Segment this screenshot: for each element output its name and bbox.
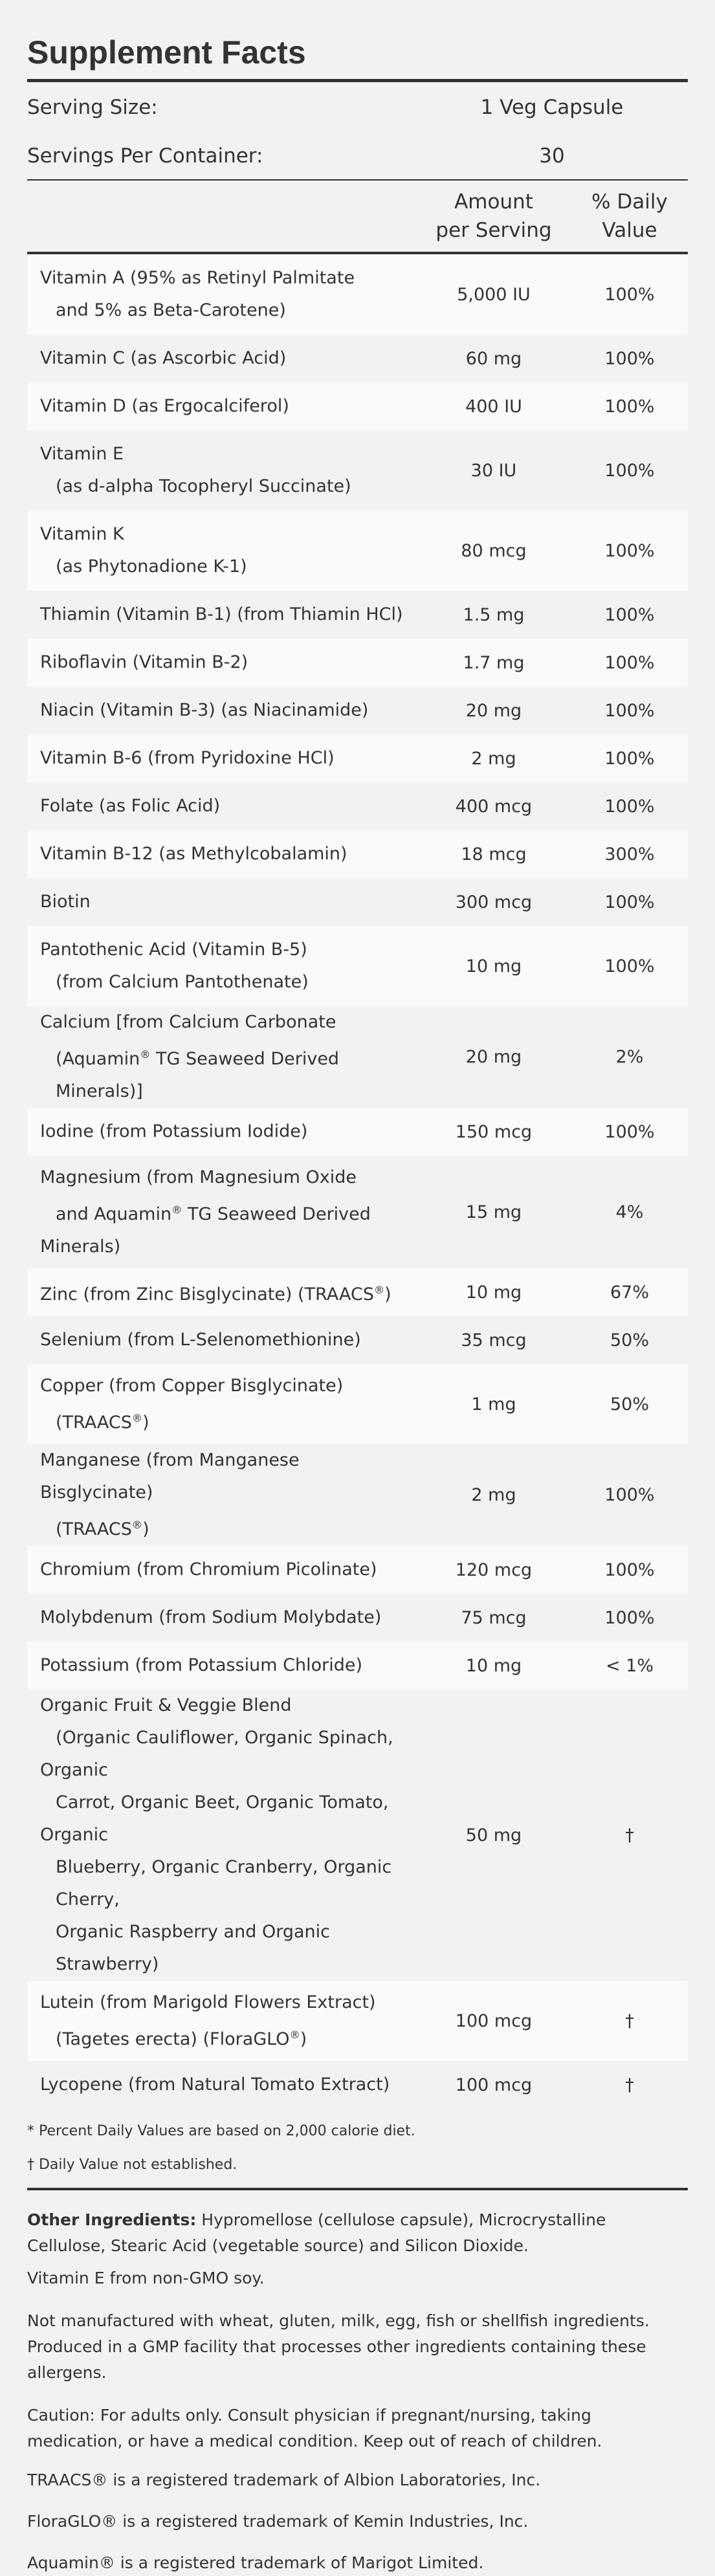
nutrient-row	[27, 926, 688, 1006]
nutrient-name-line: (Aquamin® TG Seaweed Derived Minerals)]	[56, 1048, 340, 1101]
nutrient-name	[27, 599, 416, 631]
nutrient-amount: 35 mcg	[461, 1330, 527, 1350]
nutrient-name	[27, 342, 416, 375]
nutrient-name-line: and Aquamin® TG Seaweed Derived	[56, 1203, 371, 1224]
nutrient-row	[27, 382, 688, 430]
nutrient-row	[27, 1364, 688, 1444]
nutrient-name-line: Vitamin E	[40, 444, 124, 464]
nutrient-name	[27, 1161, 416, 1263]
nutrient-name-line: Chromium (from Chromium Picolinate)	[40, 1559, 377, 1580]
nutrient-name-line: Organic Fruit & Veggie Blend	[40, 1695, 292, 1715]
nutrient-name	[27, 1116, 416, 1148]
nutrient-name	[27, 518, 416, 583]
nutrient-amount: 120 mcg	[455, 1559, 533, 1580]
nutrient-daily-value: 100%	[604, 1607, 655, 1628]
nutrient-name-line: Calcium [from Calcium Carbonate	[40, 1012, 336, 1032]
nutrient-name	[27, 1274, 416, 1311]
servings-per-container-row	[27, 133, 688, 179]
column-headers	[27, 181, 688, 252]
servings-per-container-label: Servings Per Container:	[27, 144, 263, 168]
nutrient-amount: 80 mcg	[461, 540, 527, 561]
nutrient-amount: 50 mg	[465, 1825, 522, 1845]
nutrient-name-line: Thiamin (Vitamin B-1) (from Thiamin HCl)	[40, 604, 403, 624]
nutrient-name	[27, 934, 416, 998]
nutrient-amount: 2 mg	[471, 748, 516, 769]
nutrient-daily-value: 4%	[615, 1202, 644, 1222]
serving-size-label: Serving Size:	[27, 96, 158, 119]
nutrient-daily-value: †	[625, 1825, 634, 1845]
nutrient-row	[27, 254, 688, 335]
nutrient-amount: 75 mcg	[461, 1607, 527, 1628]
vitamin-e-note: Vitamin E from non-GMO soy.	[27, 2269, 265, 2287]
amount-header-line1: Amount	[454, 190, 533, 214]
amount-column-header	[416, 188, 571, 245]
nutrient-name	[27, 886, 416, 918]
nutrient-name-line: Lycopene (from Natural Tomato Extract)	[40, 2075, 390, 2095]
nutrient-daily-value: 50%	[610, 1330, 649, 1350]
nutrient-name-line: Lutein (from Marigold Flowers Extract)	[40, 1992, 376, 2012]
nutrient-name-line: Vitamin A (95% as Retinyl Palmitate	[40, 268, 355, 288]
amount-header-line2: per Serving	[435, 219, 552, 242]
nutrient-name	[27, 1370, 416, 1439]
nutrient-daily-value: †	[625, 2075, 634, 2095]
nutrient-name	[27, 790, 416, 822]
other-ingredients	[27, 2207, 688, 2259]
nutrient-amount: 1 mg	[471, 1394, 516, 1415]
nutrient-name-line: Magnesium (from Magnesium Oxide	[40, 1167, 357, 1187]
nutrient-daily-value: †	[625, 2010, 634, 2031]
nutrient-daily-value: 2%	[615, 1047, 644, 1067]
nutrient-name-line: Riboflavin (Vitamin B-2)	[40, 652, 248, 672]
other-ingredients-section	[27, 2207, 688, 2576]
nutrient-row	[27, 1006, 688, 1108]
nutrient-daily-value: 100%	[604, 284, 655, 305]
nutrient-amount: 400 mcg	[455, 796, 533, 817]
nutrient-name-line: Vitamin C (as Ascorbic Acid)	[40, 348, 287, 368]
nutrient-name	[27, 1444, 416, 1546]
nutrient-name-line: Manganese (from Manganese Bisglycinate)	[40, 1450, 300, 1503]
nutrient-row	[27, 639, 688, 687]
nutrient-name-line: Blueberry, Organic Cranberry, Organic Cherry,	[56, 1857, 392, 1910]
footnote-divider	[27, 2188, 688, 2190]
nutrient-name	[27, 1690, 416, 1981]
servings-per-container-value: 30	[539, 144, 565, 168]
nutrient-row	[27, 335, 688, 382]
nutrient-row	[27, 782, 688, 830]
nutrient-amount: 15 mg	[465, 1202, 522, 1222]
nutrient-amount: 150 mcg	[455, 1121, 533, 1142]
nutrient-name	[27, 838, 416, 870]
nutrient-name-line: Copper (from Copper Bisglycinate)	[40, 1375, 344, 1396]
caution-note: Caution: For adults only. Consult physician if pregnant/nursing, taking medication, or have a medical condition. Keep out of reach of children.	[27, 2406, 602, 2450]
nutrient-daily-value: 100%	[604, 748, 655, 769]
nutrient-name	[27, 438, 416, 503]
nutrient-name-line: Vitamin K	[40, 524, 124, 544]
nutrient-daily-value: 300%	[604, 844, 655, 864]
aquamin-trademark-note: Aquamin® is a registered trademark of Marigot Limited.	[27, 2553, 484, 2572]
nutrient-row	[27, 1156, 688, 1268]
nutrient-name-line: Organic Raspberry and Organic Strawberry)	[56, 1922, 330, 1974]
nutrient-name	[27, 1554, 416, 1586]
nutrient-name-line: Minerals)	[40, 1236, 121, 1257]
nutrient-daily-value: 100%	[604, 796, 655, 817]
nutrient-row	[27, 511, 688, 591]
nutrient-name-line: Potassium (from Potassium Chloride)	[40, 1655, 363, 1675]
nutrient-name	[27, 694, 416, 727]
dv-header-line1: % Daily	[591, 190, 668, 214]
nutrient-name	[27, 1602, 416, 1634]
nutrient-amount: 300 mcg	[455, 892, 533, 912]
nutrient-amount: 10 mg	[465, 956, 522, 976]
nutrient-name-line: Vitamin D (as Ergocalciferol)	[40, 396, 289, 416]
nutrient-daily-value: 100%	[604, 348, 655, 369]
nutrient-name	[27, 390, 416, 423]
nutrient-name	[27, 262, 416, 327]
nutrient-row	[27, 591, 688, 639]
nutrient-daily-value: 100%	[604, 1485, 655, 1505]
nutrient-amount: 100 mcg	[455, 2075, 533, 2095]
nutrient-row	[27, 1642, 688, 1690]
nutrient-daily-value: 100%	[604, 652, 655, 673]
nutrient-name-line: Folate (as Folic Acid)	[40, 796, 221, 816]
nutrient-name	[27, 2069, 416, 2101]
nutrient-amount: 10 mg	[465, 1282, 522, 1303]
nutrient-row	[27, 1108, 688, 1156]
nutrient-amount: 20 mg	[465, 700, 522, 721]
nutrient-row	[27, 1546, 688, 1594]
nutrient-amount: 1.7 mg	[463, 652, 525, 673]
nutrient-name-line: (Tagetes erecta) (FloraGLO®)	[56, 2028, 307, 2049]
nutrient-daily-value: 100%	[604, 604, 655, 625]
nutrient-name-line: Organic	[40, 1825, 109, 1845]
other-ingredients-label: Other Ingredients:	[27, 2210, 197, 2229]
nutrient-row	[27, 687, 688, 734]
nutrient-row	[27, 1594, 688, 1642]
nutrient-row	[27, 1316, 688, 1364]
nutrient-row	[27, 878, 688, 926]
nutrient-daily-value: < 1%	[605, 1655, 654, 1676]
serving-size-row	[27, 82, 688, 133]
page-title: Supplement Facts	[27, 34, 306, 71]
nutrient-row	[27, 430, 688, 511]
nutrient-name	[27, 1649, 416, 1682]
nutrient-row	[27, 1268, 688, 1316]
nutrient-name-line: Biotin	[40, 892, 91, 912]
nutrient-daily-value: 100%	[604, 1559, 655, 1580]
nutrient-amount: 5,000 IU	[457, 284, 531, 305]
nutrient-name-line: Organic	[40, 1760, 109, 1780]
nutrient-name-line: (TRAACS®)	[56, 1519, 149, 1539]
nutrient-row	[27, 830, 688, 878]
supplement-facts-panel	[27, 0, 688, 2576]
nutrient-name	[27, 1987, 416, 2056]
nutrient-name-line: (TRAACS®)	[56, 1411, 149, 1433]
nutrient-name-line: Molybdenum (from Sodium Molybdate)	[40, 1607, 382, 1627]
nutrient-amount: 2 mg	[471, 1485, 516, 1505]
nutrient-daily-value: 100%	[604, 396, 655, 417]
nutrient-daily-value: 100%	[604, 956, 655, 976]
nutrient-amount: 1.5 mg	[463, 604, 525, 625]
nutrient-row	[27, 2061, 688, 2109]
nutrient-daily-value: 100%	[604, 1121, 655, 1142]
nutrient-daily-value: 100%	[604, 700, 655, 721]
nutrient-name	[27, 742, 416, 775]
nutrient-name-line: Vitamin B-6 (from Pyridoxine HCl)	[40, 748, 335, 768]
floraglo-trademark-note: FloraGLO® is a registered trademark of Kemin Industries, Inc.	[27, 2512, 529, 2531]
nutrient-row	[27, 734, 688, 782]
nutrient-amount: 20 mg	[465, 1047, 522, 1067]
nutrient-amount: 400 IU	[465, 396, 522, 417]
allergen-note: Not manufactured with wheat, gluten, milk, egg, fish or shellfish ingredients. Produced in a GMP facility that processes other ingredients containing these allergens.	[27, 2311, 650, 2382]
other-ingredients-text: Hypromellose (cellulose capsule), Microcrystalline Cellulose, Stearic Acid (vegetable source) and Silicon Dioxide.	[27, 2210, 606, 2255]
nutrient-table	[27, 254, 688, 2109]
nutrient-name-line: (as d-alpha Tocopheryl Succinate)	[56, 476, 351, 496]
nutrient-amount: 60 mg	[465, 348, 522, 369]
serving-size-value: 1 Veg Capsule	[480, 96, 624, 119]
nutrient-name-line: Niacin (Vitamin B-3) (as Niacinamide)	[40, 700, 369, 720]
nutrient-name-line: and 5% as Beta-Carotene)	[56, 300, 286, 320]
nutrient-name-line: Selenium (from L-Selenomethionine)	[40, 1330, 361, 1350]
nutrient-name-line: (from Calcium Pantothenate)	[56, 972, 309, 992]
footnote-dagger: † Daily Value not established.	[27, 2157, 237, 2173]
nutrient-name	[27, 646, 416, 679]
nutrient-name-line: (as Phytonadione K-1)	[56, 556, 247, 577]
nutrient-name-line: Vitamin B-12 (as Methylcobalamin)	[40, 844, 347, 864]
nutrient-daily-value: 100%	[604, 540, 655, 561]
dv-header-line2: Value	[602, 219, 657, 242]
footnotes	[27, 2122, 688, 2175]
traacs-trademark-note: TRAACS® is a registered trademark of Albion Laboratories, Inc.	[27, 2471, 541, 2489]
nutrient-amount: 18 mcg	[461, 844, 527, 864]
nutrient-name-line: Zinc (from Zinc Bisglycinate) (TRAACS®)	[40, 1283, 391, 1305]
nutrient-name-line: Iodine (from Potassium Iodide)	[40, 1121, 308, 1141]
nutrient-daily-value: 100%	[604, 892, 655, 912]
daily-value-column-header	[571, 188, 688, 245]
nutrient-name-line: Pantothenic Acid (Vitamin B-5)	[40, 940, 307, 960]
nutrient-amount: 10 mg	[465, 1655, 522, 1676]
nutrient-row	[27, 1690, 688, 1981]
nutrient-daily-value: 100%	[604, 460, 655, 481]
nutrient-daily-value: 50%	[610, 1394, 649, 1415]
nutrient-row	[27, 1444, 688, 1546]
nutrient-row	[27, 1981, 688, 2061]
nutrient-daily-value: 67%	[610, 1282, 649, 1303]
nutrient-name	[27, 1006, 416, 1108]
footnote-percent: * Percent Daily Values are based on 2,000 calorie diet.	[27, 2123, 415, 2139]
nutrient-amount: 30 IU	[470, 460, 517, 481]
nutrient-name-line: Carrot, Organic Beet, Organic Tomato,	[56, 1792, 389, 1812]
nutrient-amount: 100 mcg	[455, 2010, 533, 2031]
nutrient-name-line: (Organic Cauliflower, Organic Spinach,	[56, 1728, 393, 1748]
nutrient-name	[27, 1324, 416, 1356]
